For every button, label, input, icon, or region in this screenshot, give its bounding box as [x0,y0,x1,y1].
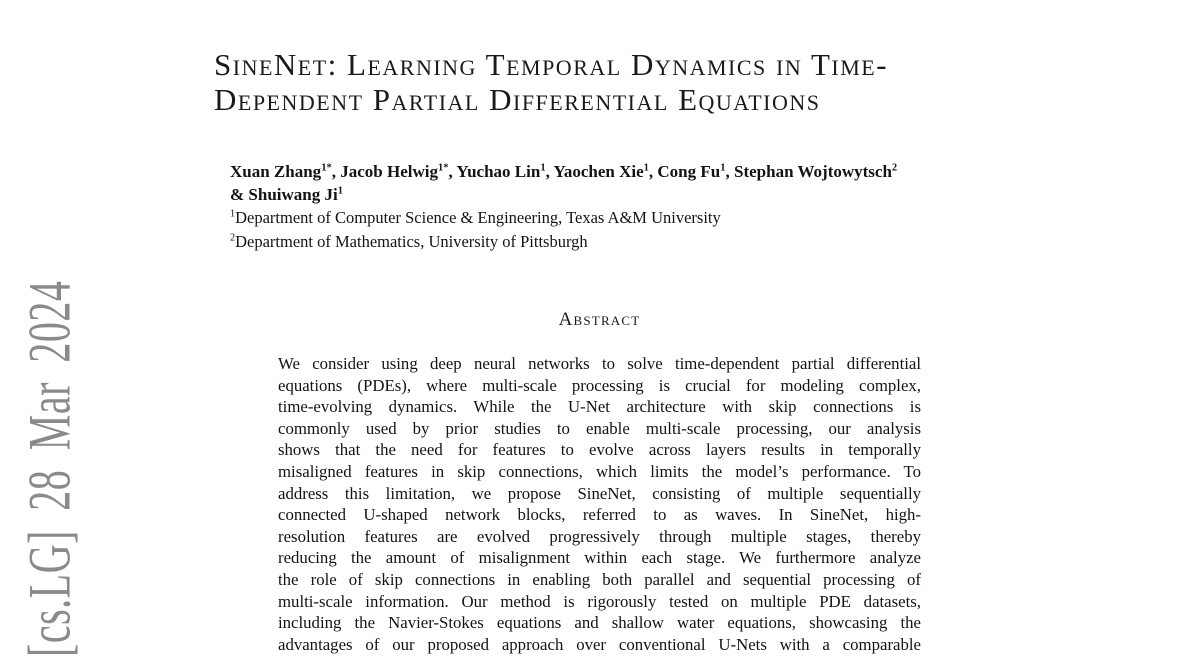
abstract-line: resolution features are evolved progressively through multiple stages, thereby [278,526,921,546]
superscript-marker: 1* [437,162,449,174]
paper-title-line-2: Dependent Partial Differential Equations [214,82,821,117]
superscript-marker: 2 [230,232,236,243]
abstract-line: shows that the need for features to evolve across layers results in temporally [278,440,921,460]
superscript-marker: 2 [891,162,898,174]
abstract-line: address this limitation, we propose SineNet, consisting of multiple sequentially [278,483,921,503]
abstract-line: equations (PDEs), where multi-scale processing is crucial for modeling complex, [278,375,921,395]
abstract-line: commonly used by prior studies to enable multi-scale processing, our analysis [278,418,921,438]
abstract-line: reducing the amount of misalignment within each stage. We furthermore analyze [278,548,921,568]
author-line-2: & Shuiwang Ji$^1$ [230,185,343,204]
abstract-line: the role of skip connections in enabling both parallel and sequential processing of [278,569,921,589]
superscript-marker: 1* [321,162,332,174]
arxiv-category-date-watermark: [cs.LG] 28 Mar 2024 [15,280,83,657]
abstract-line: multi-scale information. Our method is rigorously tested on multiple PDE datasets, [278,591,921,611]
superscript-marker: 1 [720,162,726,174]
superscript-marker: 1 [643,162,649,174]
abstract-body [278,353,921,655]
abstract-heading: Abstract [558,309,641,330]
abstract-line: time-evolving dynamics. While the U-Net architecture with skip connections is [278,397,921,417]
abstract-line: connected U-shaped network blocks, referred to as waves. In SineNet, high- [278,505,921,525]
affiliation-tamu: $^1$Department of Computer Science & Engineering, Texas A&M University [230,208,721,227]
author-line-1: Xuan Zhang$^{1*}$, Jacob Helwig$^{1*}$, Yuchao Lin$^1$, Yaochen Xie$^1$, Cong Fu$^1$, Stephan Wojtowytsch$^2$ [230,162,898,181]
superscript-marker: 1 [540,162,546,174]
abstract-line: misaligned features in skip connections, which limits the model’s performance. To [278,461,921,481]
author-block [230,160,897,253]
superscript-marker: 1 [230,208,236,220]
paper-title [214,47,888,117]
affiliation-pittsburgh: $^2$Department of Mathematics, University of Pittsburgh [230,231,588,251]
abstract-line-clipped: advantages of our proposed approach over conventional U-Nets with a comparable [278,634,921,654]
abstract-line: We consider using deep neural networks to solve time-dependent partial differential [278,354,921,373]
superscript-marker: 1 [337,185,343,197]
abstract-line: including the Navier-Stokes equations and shallow water equations, showcasing the [278,613,921,633]
paper-title-line-1: SineNet: Learning Temporal Dynamics in Time- [214,47,889,82]
